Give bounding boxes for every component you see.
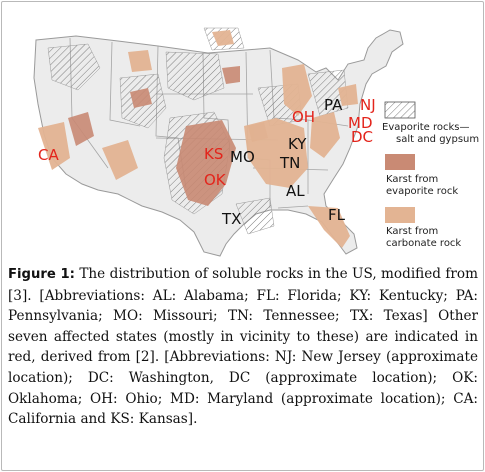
state-label-nj: NJ — [360, 96, 376, 114]
state-label-ca: CA — [38, 146, 59, 164]
state-label-ks: KS — [204, 145, 224, 163]
legend-evaporite-line1: Evaporite rocks— — [382, 122, 470, 133]
figure-frame — [1, 1, 484, 471]
figure-caption — [8, 264, 478, 430]
legend-karst-evaporite-line2: evaporite rock — [386, 186, 459, 197]
soluble-rocks-map — [8, 8, 482, 260]
legend-swatch-karst-carbonate — [385, 207, 415, 223]
state-label-dc: DC — [351, 128, 374, 146]
state-label-mo: MO — [230, 148, 255, 166]
legend-karst-carbonate-line2: carbonate rock — [386, 238, 462, 249]
state-label-md: MD — [348, 114, 373, 132]
state-label-al: AL — [286, 182, 305, 200]
legend-swatch-karst-evaporite — [385, 154, 415, 170]
figure-caption-text: The distribution of soluble rocks in the US, modified from [3]. [Abbreviations: AL: Alabama; FL: Florida; KY: Kentucky; PA: Pennsylvania; MO: Missouri; TN: Tennessee; TX: Texas] Other seven affected states (mostly in vicinity to these) are indicated in red, derived from [2]. [Abbreviations: NJ: New Jersey (approximate location); DC: Washington, DC (approximate location); OK: Oklahoma; OH: Ohio; MD: Maryland (approximate location); CA: California and KS: Kansas]. — [8, 266, 478, 428]
us-map-svg — [8, 8, 482, 260]
state-label-ok: OK — [204, 171, 226, 189]
map-legend — [382, 102, 479, 249]
state-label-oh: OH — [292, 108, 316, 126]
state-label-pa: PA — [324, 96, 343, 114]
state-label-tx: TX — [222, 210, 242, 228]
legend-karst-carbonate-line1: Karst from — [386, 226, 439, 237]
state-label-ky: KY — [288, 135, 307, 153]
state-label-fl: FL — [328, 206, 345, 224]
legend-karst-evaporite-line1: Karst from — [386, 174, 439, 185]
legend-swatch-evaporite — [385, 102, 415, 118]
legend-evaporite-line2: salt and gypsum — [396, 134, 480, 145]
state-label-tn: TN — [280, 154, 301, 172]
figure-label: Figure 1: — [8, 267, 75, 282]
